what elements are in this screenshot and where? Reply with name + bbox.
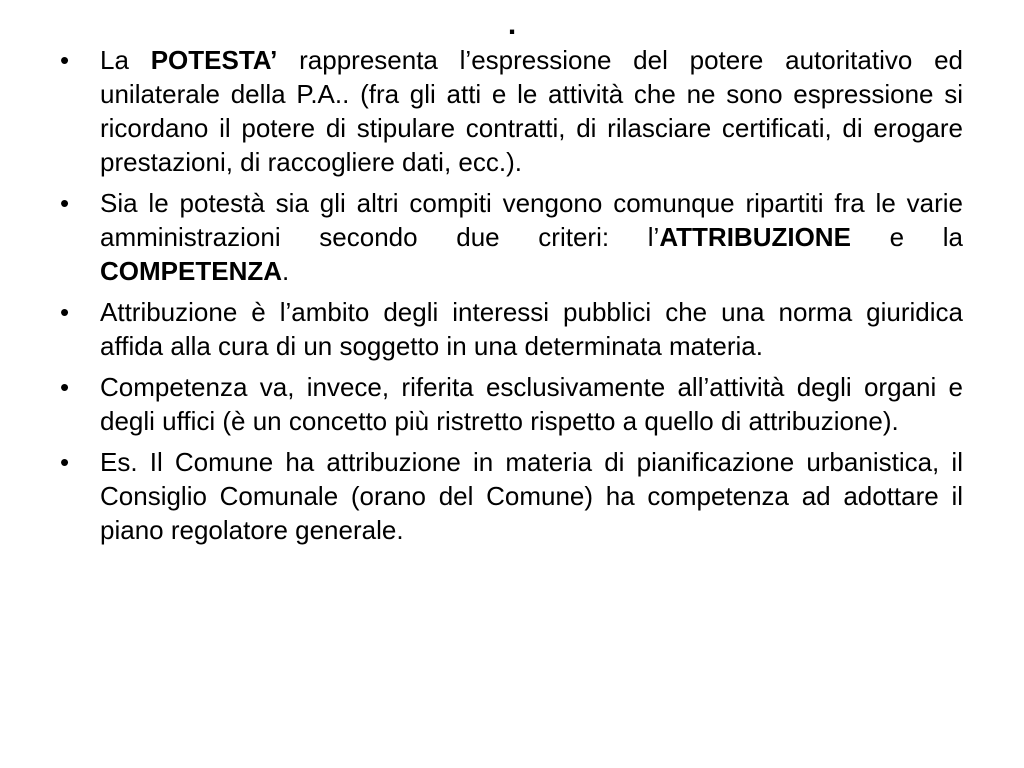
text-segment: Competenza va, invece, riferita esclusivamente all’attività degli organi e degli uffici (è un concetto più ristretto rispetto a quello di attribuzione). — [100, 372, 963, 436]
text-segment: . — [282, 256, 290, 286]
bullet-list — [60, 43, 963, 554]
bullet-icon: • — [60, 188, 70, 218]
slide-title: . — [507, 8, 517, 41]
bullet-icon: • — [60, 372, 70, 402]
text-segment: rappresenta l’espressione del potere autoritativo ed unilaterale della P.A.. (fra gli atti e le attività che ne sono espressione si ricordano il potere di stipulare contratti, di rilasciare certificati, di erogare prestazioni, di raccogliere dati, ecc.). — [100, 45, 963, 177]
term-competenza: COMPETENZA — [100, 256, 282, 286]
bullet-icon: • — [60, 447, 70, 477]
term-attribuzione: ATTRIBUZIONE — [659, 222, 851, 252]
bullet-item-attribuzione — [60, 295, 963, 363]
text-segment: La — [100, 45, 151, 75]
term-potesta: POTESTA’ — [150, 45, 278, 75]
text-segment: e la — [850, 222, 963, 252]
bullet-item-criteri — [60, 186, 963, 288]
bullet-item-potesta — [60, 43, 963, 179]
bullet-icon: • — [60, 45, 70, 75]
text-segment: Attribuzione è l’ambito degli interessi pubblici che una norma giuridica affida alla cura di un soggetto in una determinata materia. — [100, 297, 963, 361]
bullet-item-esempio — [60, 445, 963, 547]
text-segment: Es. Il Comune ha attribuzione in materia di pianificazione urbanistica, il Consiglio Comunale (orano del Comune) ha competenza ad adottare il piano regolatore generale. — [100, 447, 963, 545]
bullet-icon: • — [60, 297, 70, 327]
bullet-item-competenza — [60, 370, 963, 438]
text-segment: Sia le potestà sia gli altri compiti vengono comunque ripartiti fra le varie amministrazioni secondo due criteri: l’ — [100, 188, 963, 252]
